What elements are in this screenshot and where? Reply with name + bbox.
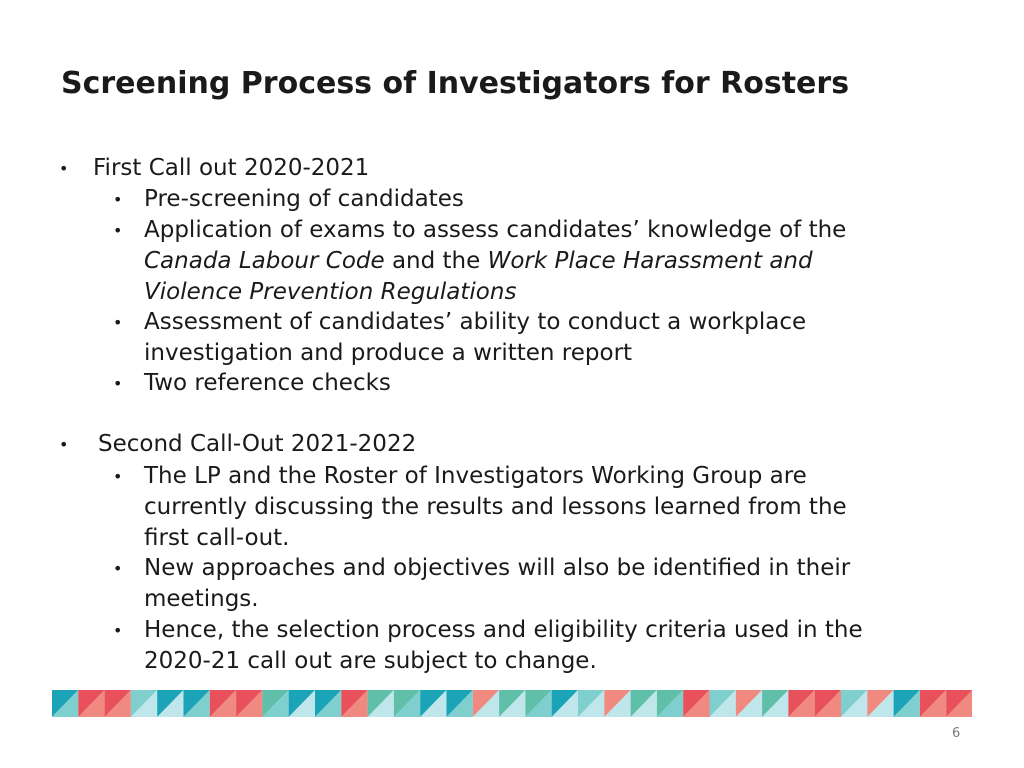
bullet-icon: • — [113, 190, 123, 209]
connector-text: and the — [384, 248, 488, 274]
list-item-text-continued — [144, 246, 813, 277]
regulation-name-continued: Violence Prevention Regulations — [144, 279, 517, 305]
list-item-text: New approaches and objectives will also be identified in their — [144, 555, 851, 581]
bullet-icon: • — [113, 621, 123, 640]
section-heading: Second Call-Out 2021-2022 — [98, 431, 417, 457]
bullet-icon: • — [113, 559, 123, 578]
act-name: Canada Labour Code — [144, 248, 385, 274]
list-item-text: Assessment of candidates’ ability to conduct a workplace — [144, 309, 807, 335]
decorative-triangle-stripe — [52, 690, 972, 717]
list-item-text-continued: 2020-21 call out are subject to change. — [144, 648, 597, 674]
list-item-text-continued: currently discussing the results and lessons learned from the — [144, 494, 847, 520]
list-item-text: The LP and the Roster of Investigators Working Group are — [144, 463, 807, 489]
list-item-text-continued: meetings. — [144, 586, 259, 612]
list-item-text: Pre-screening of candidates — [144, 186, 464, 212]
list-item-text-continued: investigation and produce a written report — [144, 340, 633, 366]
section-heading: First Call out 2020-2021 — [93, 155, 370, 181]
bullet-icon: • — [113, 313, 123, 332]
regulation-name-part: Work Place Harassment and — [487, 248, 813, 274]
bullet-icon: • — [59, 435, 69, 454]
list-item-text-continued: first call-out. — [144, 525, 290, 551]
list-item-text: Hence, the selection process and eligibility criteria used in the — [144, 617, 863, 643]
page-number: 6 — [952, 726, 961, 741]
bullet-icon: • — [113, 467, 123, 486]
list-item-text: Application of exams to assess candidates’ knowledge of the — [144, 217, 847, 243]
list-item-text: Two reference checks — [144, 370, 391, 396]
bullet-icon: • — [113, 221, 123, 240]
bullet-icon: • — [113, 374, 123, 393]
slide-title: Screening Process of Investigators for Rosters — [61, 66, 850, 101]
bullet-icon: • — [59, 159, 69, 178]
